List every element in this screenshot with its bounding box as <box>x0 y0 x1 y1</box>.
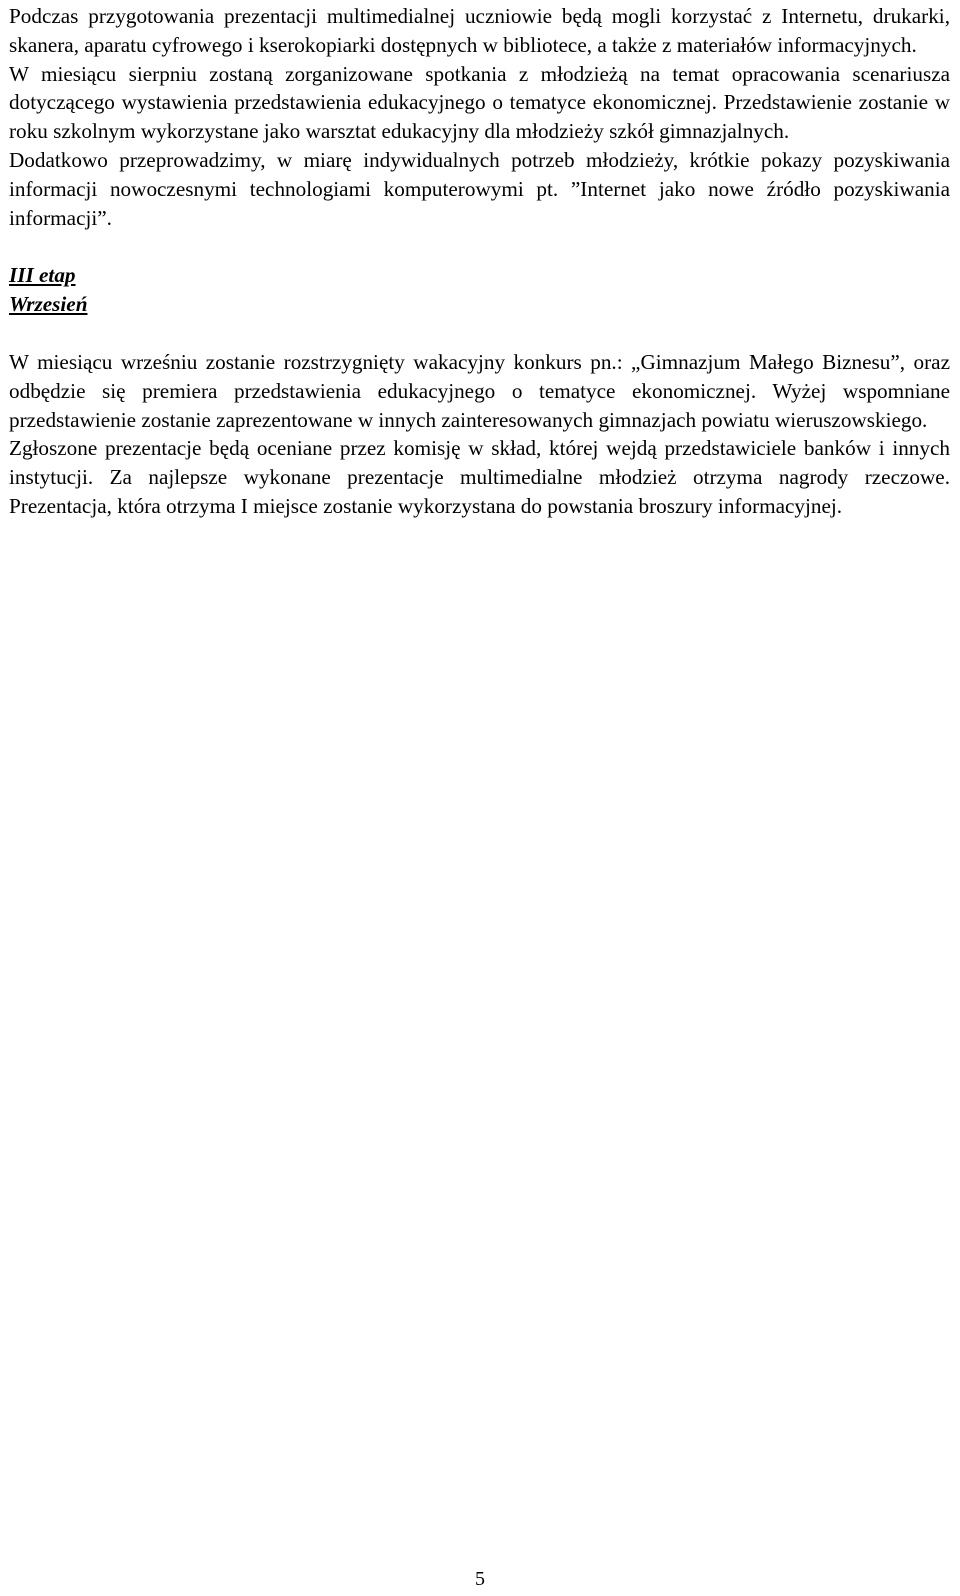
paragraph-internet-shows: Dodatkowo przeprowadzimy, w miarę indywidualnych potrzeb młodzieży, krótkie pokazy pozyskiwania informacji nowoczesnymi technologiami komputerowymi pt. ”Internet jako nowe źródło pozyskiwania informacji”. <box>9 147 950 230</box>
month-heading: Wrzesień <box>9 292 88 317</box>
stage-heading: III etap <box>9 263 76 288</box>
paragraph-august-meetings: W miesiącu sierpniu zostaną zorganizowane spotkania z młodzieżą na temat opracowania scenariusza dotyczącego wystawienia przedstawienia edukacyjnego o tematyce ekonomicznej. Przedstawienie zostanie w roku szkolnym wykorzystane jako warsztat edukacyjny dla młodzieży szkół gimnazjalnych. <box>9 61 950 144</box>
document-page <box>9 0 950 521</box>
page-number: 5 <box>475 1568 485 1590</box>
paragraph-presentation-judging: Zgłoszone prezentacje będą oceniane przez komisję w skład, której wejdą przedstawiciele banków i innych instytucji. Za najlepsze wykonane prezentacje multimedialne młodzież otrzyma nagrody rzeczowe. Prezentacja, która otrzyma I miejsce zostanie wykorzystana do powstania broszury informacyjnej. <box>9 436 950 518</box>
paragraph-september-contest: W miesiącu wrześniu zostanie rozstrzygnięty wakacyjny konkurs pn.: „Gimnazjum Małego Biznesu”, oraz odbędzie się premiera przedstawienia edukacyjnego o tematyce ekonomicznej. Wyżej wspomniane przedstawienie zostanie zaprezentowane w innych zainteresowanych gimnazjach powiatu wieruszowskiego. <box>9 349 950 432</box>
paragraph-library-resources: Podczas przygotowania prezentacji multimedialnej uczniowie będą mogli korzystać z Internetu, drukarki, skanera, aparatu cyfrowego i kserokopiarki dostępnych w bibliotece, a także z materiałów informacyjnych. <box>9 4 950 57</box>
